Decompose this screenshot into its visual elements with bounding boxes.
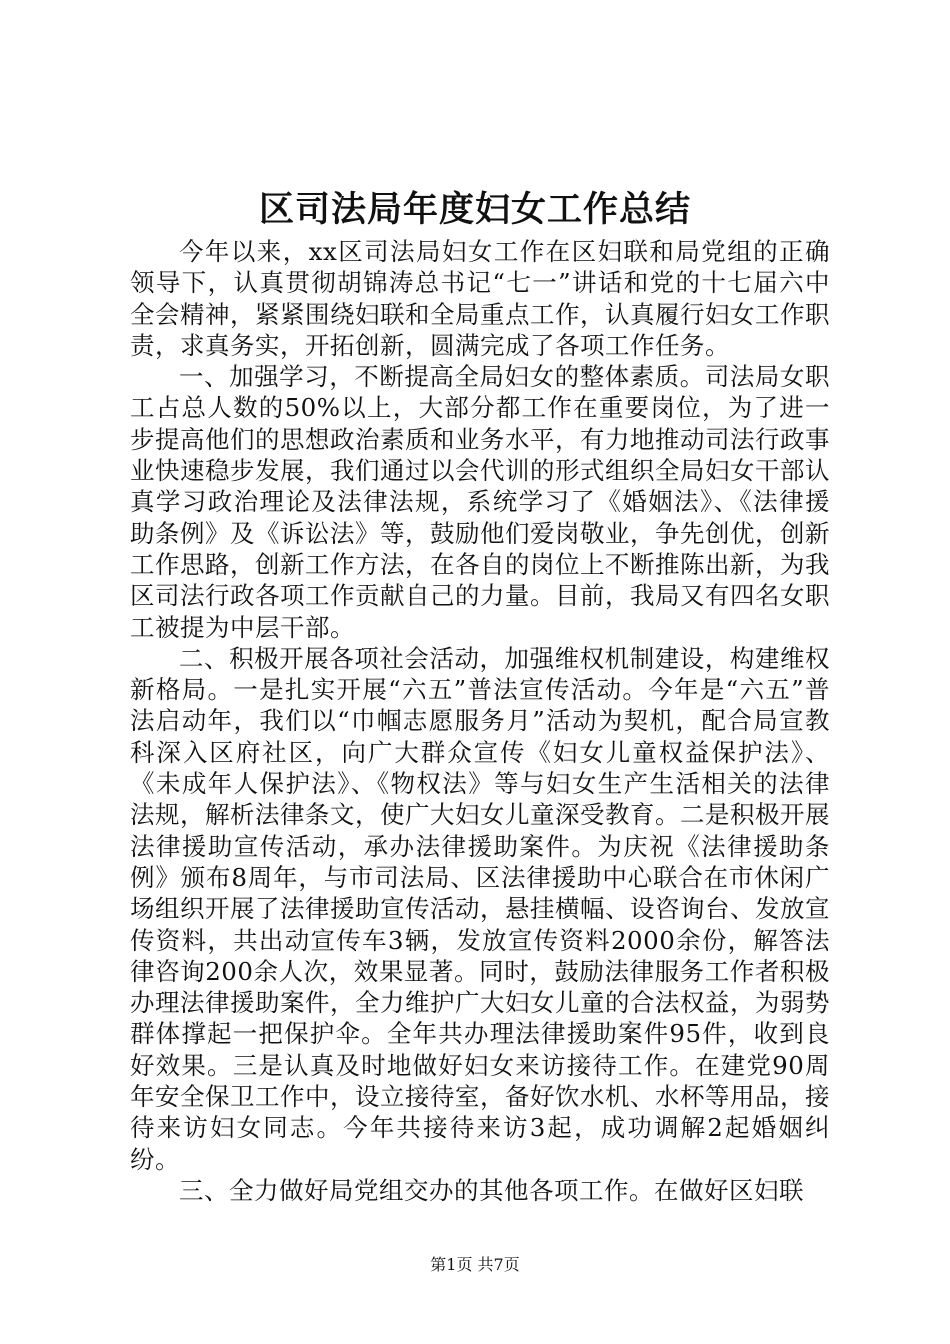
page-number-footer: 第1页 共7页 (430, 1255, 520, 1274)
paragraph-section-2: 二、积极开展各项社会活动，加强维权机制建设，构建维权新格局。一是扎实开展“六五”普法宣传活动。今年是“六五”普法启动年，我们以“巾帼志愿服务月”活动为契机，配合局宣教科深入区府社区，向广大群众宣传《妇女儿童权益保护法》、《未成年人保护法》、《物权法》等与妇女生产生活相关的法律法规，解析法律条文，使广大妇女儿童深受教育。二是积极开展法律援助宣传活动，承办法律援助案件。为庆祝《法律援助条例》颁布8周年，与市司法局、区法律援助中心联合在市休闲广场组织开展了法律援助宣传活动，悬挂横幅、设咨询台、发放宣传资料，共出动宣传车3辆，发放宣传资料2000余份，解答法律咨询200余人次，效果显著。同时，鼓励法律服务工作者积极办理法律援助案件，全力维护广大妇女儿童的合法权益，为弱势群体撑起一把保护伞。全年共办理法律援助案件95件，收到良好效果。三是认真及时地做好妇女来访接待工作。在建党90周年安全保卫工作中，设立接待室，备好饮水机、水杯等用品，接待来访妇女同志。今年共接待来访3起，成功调解2起婚姻纠纷。 (130, 643, 830, 1174)
paragraph-intro: 今年以来，xx区司法局妇女工作在区妇联和局党组的正确领导下，认真贯彻胡锦涛总书记“七一”讲话和党的十七届六中全会精神，紧紧围绕妇联和全局重点工作，认真履行妇女工作职责，求真务实，开拓创新，圆满完成了各项工作任务。 (130, 237, 830, 360)
document-title: 区司法局年度妇女工作总结 (258, 189, 691, 230)
paragraph-section-1: 一、加强学习，不断提高全局妇女的整体素质。司法局女职工占总人数的50%以上，大部分都工作在重要岗位，为了进一步提高他们的思想政治素质和业务水平，有力地推动司法行政事业快速稳步发展，我们通过以会代训的形式组织全局妇女干部认真学习政治理论及法律法规，系统学习了《婚姻法》、《法律援助条例》及《诉讼法》等，鼓励他们爱岗敬业，争先创优，创新工作思路，创新工作方法，在各自的岗位上不断推陈出新，为我区司法行政各项工作贡献自己的力量。目前，我局又有四名女职工被提为中层干部。 (130, 362, 830, 642)
paragraph-section-3: 三、全力做好局党组交办的其他各项工作。在做好区妇联 (179, 1175, 804, 1205)
document-body (130, 236, 830, 1206)
